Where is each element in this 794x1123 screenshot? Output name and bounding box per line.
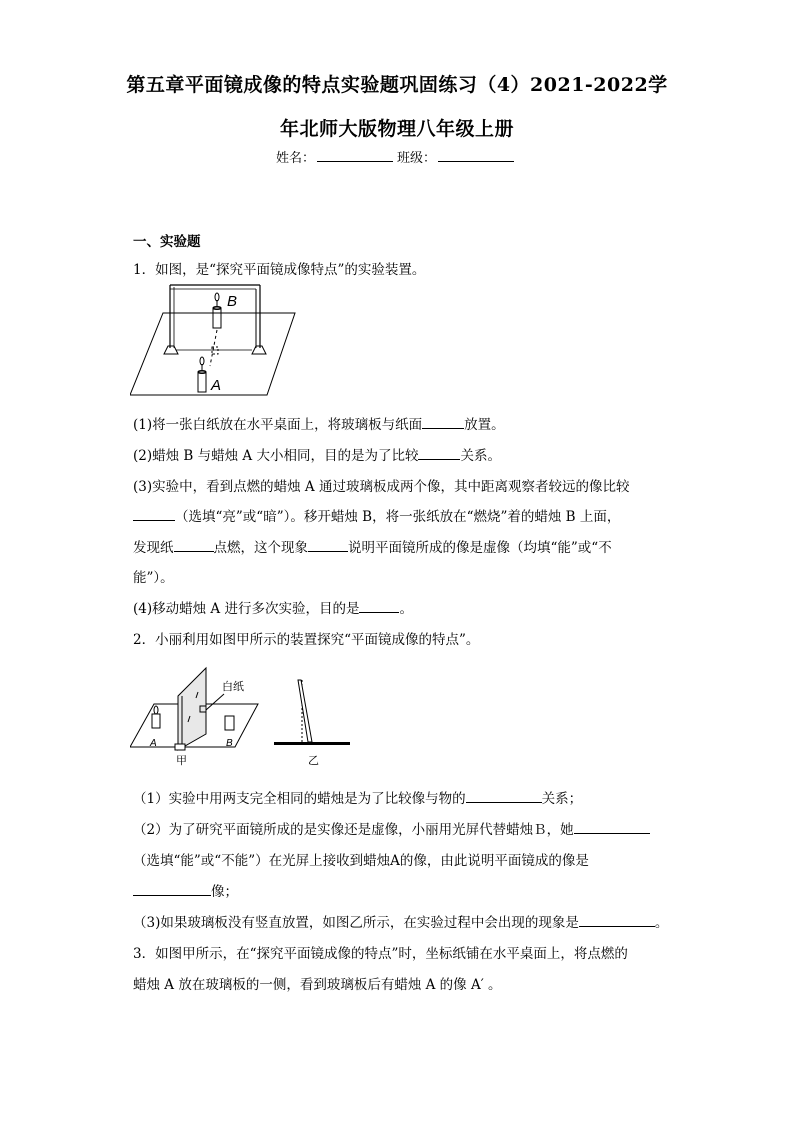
q1-blank6[interactable] bbox=[359, 600, 399, 613]
name-blank[interactable] bbox=[317, 149, 393, 162]
q2-stem: 2．小丽利用如图甲所示的装置探究“平面镜成像的特点”。 bbox=[133, 632, 480, 648]
q1-part2: (2)蜡烛 B 与蜡烛 A 大小相同，目的是为了比较 关系。 bbox=[133, 448, 501, 464]
q1-blank2[interactable] bbox=[418, 447, 460, 460]
q1-blank3[interactable] bbox=[133, 508, 175, 521]
student-info bbox=[0, 147, 794, 166]
q2-part2-line1: （2）为了研究平面镜所成的是实像还是虚像，小丽用光屏代替蜡烛Ｂ，她 bbox=[133, 818, 650, 838]
q2-blank4[interactable] bbox=[579, 914, 655, 927]
label-yi: 乙 bbox=[308, 755, 319, 767]
label-a: A bbox=[211, 377, 222, 394]
class-blank[interactable] bbox=[438, 149, 514, 162]
page-title-line1: 第五章平面镜成像的特点实验题巩固练习（4）2021-2022学 bbox=[126, 74, 668, 96]
q2-blank3[interactable] bbox=[133, 883, 211, 896]
label-paper: 白纸 bbox=[222, 681, 244, 693]
q1-stem: 1．如图，是“探究平面镜成像特点”的实验装置。 bbox=[133, 262, 426, 278]
label-jia: 甲 bbox=[176, 755, 187, 767]
q2-part2-line2: （选填“能”或“不能”）在光屏上接收到蜡烛A的像，由此说明平面镜成的像是 bbox=[133, 853, 589, 869]
q2-part1: （1）实验中用两支完全相同的蜡烛是为了比较像与物的 关系； bbox=[133, 791, 583, 807]
q2-part2-line3: 像； bbox=[133, 880, 238, 900]
q1-part1: (1)将一张白纸放在水平桌面上，将玻璃板与纸面 放置。 bbox=[133, 417, 505, 433]
q2-blank1[interactable] bbox=[466, 790, 542, 803]
page-title-line2: 年北师大版物理八年级上册 bbox=[279, 118, 514, 140]
q1-part3-line4: 能”）。 bbox=[133, 570, 174, 586]
q1-part4: (4)移动蜡烛 A 进行多次实验，目的是 。 bbox=[133, 601, 413, 617]
q1-part3-line3: 发现纸 点燃，这个现象 说明平面镜所成的像是虚像（均填“能”或“不 bbox=[133, 540, 612, 556]
q1-blank4[interactable] bbox=[174, 539, 214, 552]
label-b: B bbox=[227, 293, 238, 310]
candle-a bbox=[198, 372, 206, 392]
class-label: 班级： bbox=[397, 151, 437, 166]
q1-part3-line1: (3)实验中，看到点燃的蜡烛 A 通过玻璃板成两个像，其中距离观察者较远的像比较 bbox=[133, 479, 630, 495]
q1-part3-line2: （选填“亮”或“暗”）。移开蜡烛 B，将一张纸放在“燃烧”着的蜡烛 B 上面， bbox=[133, 505, 620, 525]
q2-part3: （3)如果玻璃板没有竖直放置，如图乙所示，在实验过程中会出现的现象是 。 bbox=[133, 915, 669, 931]
q1-blank5[interactable] bbox=[308, 539, 348, 552]
q2-figure-yi bbox=[270, 676, 354, 768]
q2-figure-jia bbox=[130, 664, 260, 768]
label-jia-a: A bbox=[150, 738, 157, 749]
q2-blank2[interactable] bbox=[574, 821, 650, 834]
candle-b bbox=[213, 308, 221, 328]
name-label: 姓名： bbox=[275, 151, 315, 166]
q3-line1: 3．如图甲所示，在“探究平面镜成像的特点”时，坐标纸铺在水平桌面上，将点燃的 bbox=[133, 946, 628, 962]
section-title: 一、实验题 bbox=[133, 234, 201, 250]
q1-figure bbox=[130, 282, 305, 400]
q1-blank1[interactable] bbox=[422, 416, 464, 429]
label-jia-b: B bbox=[226, 738, 233, 749]
q3-line2: 蜡烛 A 放在玻璃板的一侧，看到玻璃板后有蜡烛 A 的像 A′ 。 bbox=[133, 977, 502, 993]
